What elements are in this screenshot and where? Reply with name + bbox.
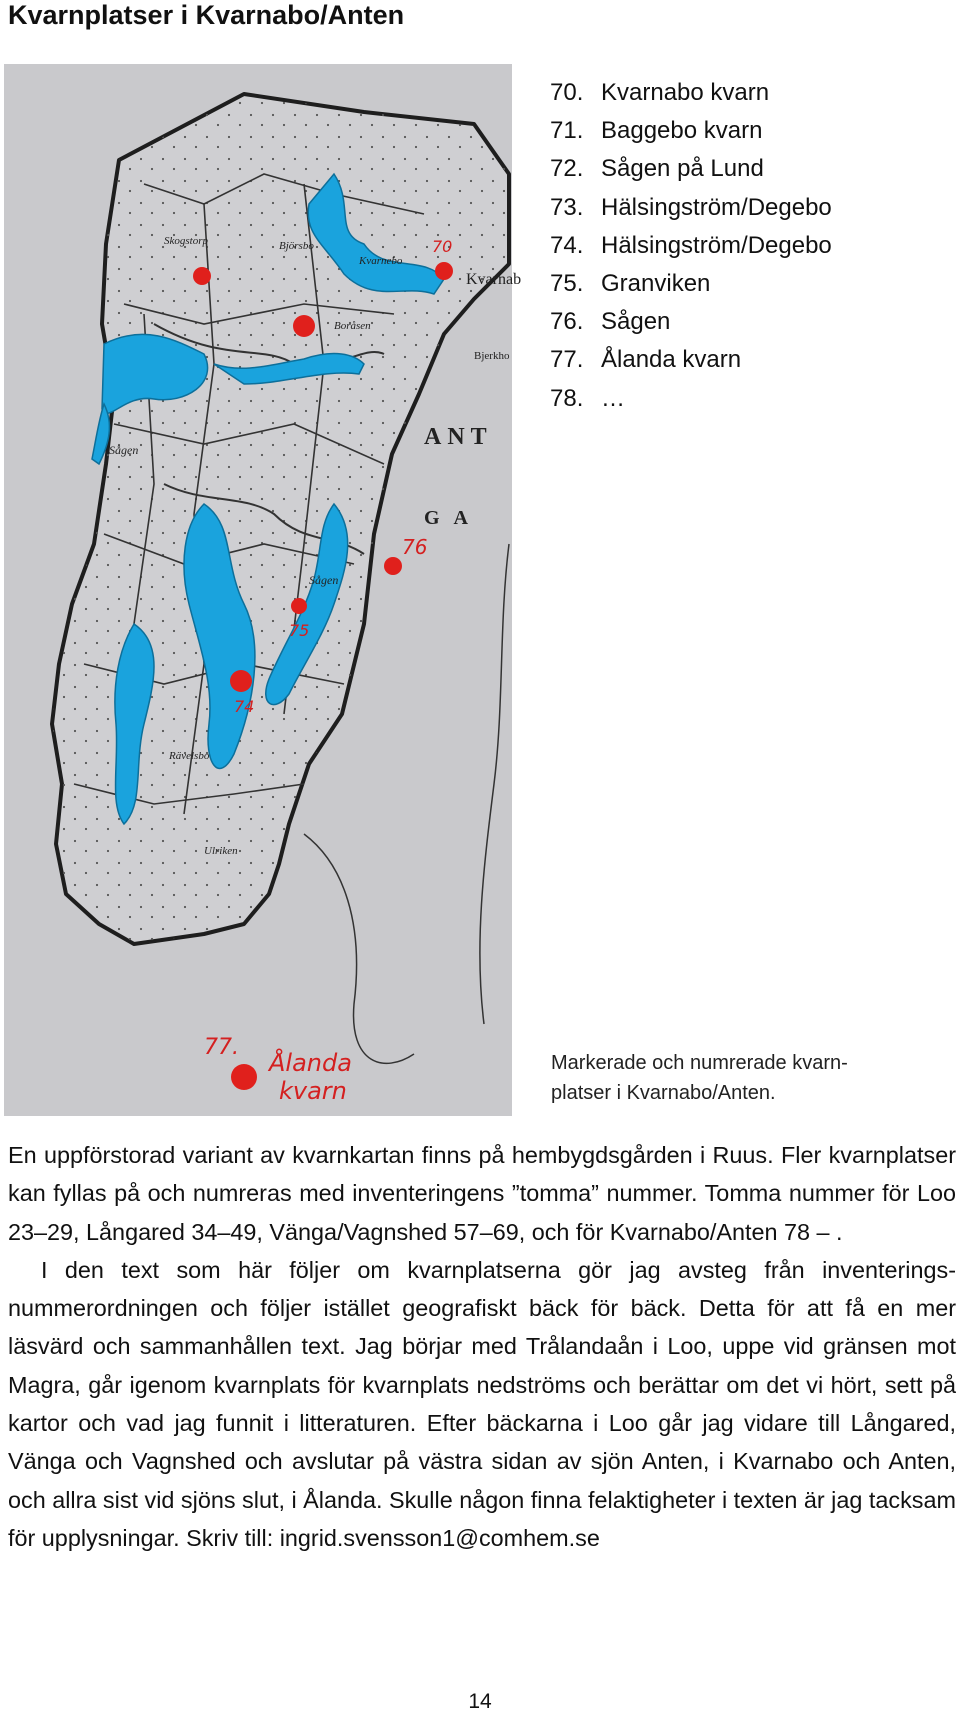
legend-name: Baggebo kvarn bbox=[601, 117, 763, 145]
map-place-label: Boråsen bbox=[334, 320, 371, 332]
mill-marker bbox=[293, 315, 315, 337]
map-place-label: Sågen bbox=[309, 573, 339, 587]
paragraph: En uppförstorad variant av kvarnkartan finns på hembygdsgården i Ruus. Fler kvarnplatser kan fyllas på och numreras med inventeringens ”tomma” nummer. Tomma nummer för Loo 23–29, Långared 34–49, Vänga/Vagnshed 57–69, och för Kvarnabo/Anten 78 – . bbox=[8, 1142, 956, 1245]
map-place-label: Ulriken bbox=[204, 845, 238, 857]
map-label-bjorkho: Bjerkho bbox=[474, 350, 510, 362]
legend-name: … bbox=[601, 384, 625, 412]
marker-number: 77. bbox=[204, 1035, 239, 1060]
marker-number: 76 bbox=[402, 535, 428, 559]
map-label-kvarnabo: Kvarnab bbox=[466, 271, 522, 288]
legend-number: 78. bbox=[550, 384, 584, 412]
map-handwritten-label: kvarn bbox=[279, 1077, 347, 1105]
mill-marker bbox=[435, 262, 453, 280]
paragraph: I den text som här följer om kvarnplatserna gör jag avsteg från inventerings-nummerordningen och följer istället geografiskt bäck för bäck. Detta för att få en mer läsvärd och sammanhållen text. Jag börjar med Trålandaån i Loo, uppe vid gränsen mot Magra, går igenom kvarnplats för kvarnplats nedströms och berättar om det vi hört, sett på kartor och vad jag funnit i litteraturen. Efter bäckarna i Loo går jag vidare till Långared, Vänga och Vagnshed och avslutar på västra sidan av sjön Anten, i Kvarnabo och Anten, och allra sist vid sjöns slut, i Ålanda. Skulle någon finna felaktigheter i texten är jag tacksam för upplysningar. Skriv till: ingrid.svensson1@comhem.se bbox=[8, 1256, 956, 1551]
legend-item bbox=[550, 265, 832, 303]
legend-item bbox=[550, 380, 832, 418]
map-handwritten-label: Ålanda bbox=[269, 1049, 352, 1077]
body-text bbox=[8, 1136, 956, 1557]
legend-item bbox=[550, 227, 832, 265]
marker-number: 74 bbox=[234, 697, 255, 716]
map-label-anten-lake: ANT bbox=[424, 424, 493, 450]
map-place-label: Björsbo bbox=[279, 240, 314, 252]
legend-name: Sågen bbox=[601, 308, 671, 336]
legend-number: 77. bbox=[550, 346, 584, 374]
legend-number: 70. bbox=[550, 79, 584, 106]
legend-number: 74. bbox=[550, 231, 584, 259]
legend-item bbox=[550, 189, 832, 227]
legend-item bbox=[550, 112, 832, 150]
legend-number: 73. bbox=[550, 193, 584, 221]
legend-name: Granviken bbox=[601, 270, 711, 298]
legend-name: Ålanda kvarn bbox=[601, 346, 742, 374]
legend-number: 72. bbox=[550, 155, 584, 183]
mill-marker bbox=[230, 670, 252, 692]
legend-name: Kvarnabo kvarn bbox=[601, 79, 770, 106]
legend-item bbox=[550, 341, 832, 379]
legend-number: 76. bbox=[550, 308, 584, 336]
legend-name: Hälsingström/Degebo bbox=[601, 231, 832, 259]
legend-item bbox=[550, 74, 832, 112]
legend-name: Sågen på Lund bbox=[601, 155, 764, 183]
legend-number: 71. bbox=[550, 117, 584, 145]
map-label-region: GA bbox=[424, 507, 482, 529]
mill-legend bbox=[550, 74, 832, 418]
legend-name: Hälsingström/Degebo bbox=[601, 193, 832, 221]
mill-marker bbox=[231, 1064, 257, 1090]
marker-number: 75 bbox=[289, 621, 310, 640]
mill-marker bbox=[193, 267, 211, 285]
legend-item bbox=[550, 303, 832, 341]
map-caption: Markerade och numrerade kvarn-platser i Kvarnabo/Anten. bbox=[551, 1052, 848, 1104]
marker-number: 70 bbox=[432, 237, 453, 256]
map-drawing bbox=[4, 64, 522, 1116]
legend-number: 75. bbox=[550, 270, 584, 298]
mill-marker bbox=[384, 557, 402, 575]
map-place-label: Rävelsbo bbox=[169, 750, 210, 762]
map-place-label: Skogstorp bbox=[164, 235, 208, 247]
mill-marker bbox=[291, 598, 307, 614]
page-number: 14 bbox=[468, 1690, 492, 1713]
page-title: Kvarnplatser i Kvarnabo/Anten bbox=[8, 0, 405, 30]
legend-item bbox=[550, 150, 832, 188]
map-place-label: Kvarnebo bbox=[359, 255, 403, 267]
mill-sites-map bbox=[4, 64, 522, 1116]
map-place-label: Sågen bbox=[109, 443, 139, 457]
